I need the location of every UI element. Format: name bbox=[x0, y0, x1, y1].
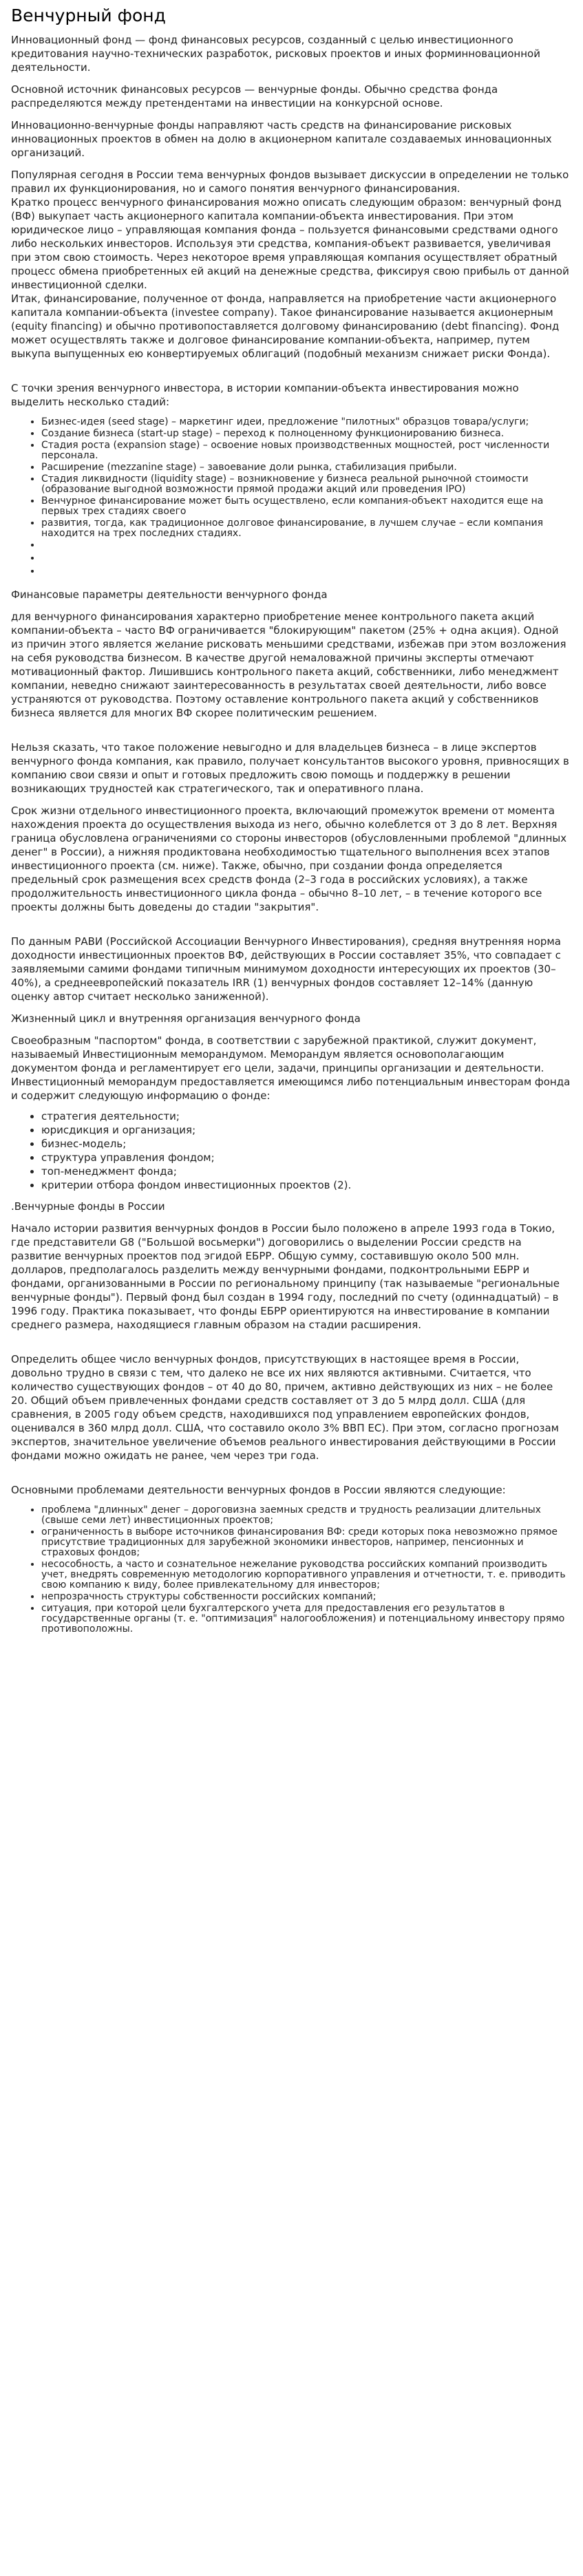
popular-section bbox=[11, 168, 572, 361]
memo-list bbox=[11, 1111, 572, 1191]
popular-paragraph: Кратко процесс венчурного финансирования можно описать следующим образом: венчурный фонд (ВФ) выкупает часть акционерного капитала компании-объекта инвестирования. При этом юридическое лицо – управляющая компания фонда – пользуется финансовыми средствами одного либо нескольких инвесторов. Используя эти средства, компания-объект развивается, увеличивая при этом свою стоимость. Через некоторое время управляющая компания осуществляет обратный процесс обмена приобретенных ей акций на денежные средства, фиксируя свою прибыль от данной инвестиционной сделки. bbox=[11, 196, 569, 291]
params-paragraph: для венчурного финансирования характерно приобретение менее контрольного пакета акций компании-объекта – часто ВФ ограничивается "блокирующим" пакетом (25% + одна акция). Одной из причин этого является желание рисковать меньшими средствами, избежав при этом возложения на себя руководства бизнесом. В качестве другой немаловажной причины эксперты отмечают мотивационный фактор. Лишившись контрольного пакета акций, собственники, либо менеджмент компании, неведно снижают заинтересованность в результатах своей деятельности, либо вовсе устраняются от руководства. Поэтому оставление контрольного пакета акций у собственников бизнеса является для многих ВФ скорее политическим решением. bbox=[11, 610, 566, 719]
popular-paragraph: Итак, финансирование, полученное от фонда, направляется на приобретение части акционерного капитала компании-объекта (investee company). Такое финансирование называется акционерным (equity financing) и обычно противопоставляется долговому финансированию (debt financing). Фонд может осуществлять также и долговое финансирование компании-объекта, например, путем выкупа выпущенных ею конвертируемых облигаций (подобный механизм снижает риски Фонда). bbox=[11, 292, 560, 360]
params-paragraph: Нельзя сказать, что такое положение невыгодно и для владельцев бизнеса – в лице экспертов венчурного фонда компания, как правило, получает консультантов высокого уровня, привносящих в компанию свои связи и опыт и готовых предложить свою помощь и поддержку в решении возникающих трудностей как стратегического, так и оперативного плана. bbox=[11, 741, 569, 795]
intro-section bbox=[11, 33, 572, 160]
list-item: • структура управления фондом; bbox=[41, 1152, 572, 1164]
section-heading-russia: .Венчурные фонды в России bbox=[11, 1200, 165, 1213]
params-paragraph: Срок жизни отдельного инвестиционного проекта, включающий промежуток времени от момента нахождения проекта до осуществления выхода из него, обычно колеблется от 3 до 8 лет. Верхняя граница обусловлена ограничениями со стороны инвесторов (обусловленными проблемой "длинных денег" в России), а нижняя продиктована необходимостью тщательного выполнения всех этапов инвестиционного проекта (см. ниже). Также, обычно, при создании фонда определяется предельный срок размещения всех средств фонда (2–3 года в российских условиях), а также продолжительность инвестиционного цикла фонда – обычно 8–10 лет, – в течение которого все проекты должны быть доведены до стадии "закрытия". bbox=[11, 805, 567, 913]
popular-paragraph: Популярная сегодня в России тема венчурных фондов вызывает дискуссии в определении не только правил их функционирования, но и самого понятия венчурного финансирования. bbox=[11, 169, 569, 195]
stages-intro: С точки зрения венчурного инвестора, в истории компании-объекта инвестирования можно выделить несколько стадий: bbox=[11, 382, 519, 408]
russia-paragraph: Определить общее число венчурных фондов, присутствующих в настоящее время в России, довольно трудно в связи с тем, что далеко не все их них являются активными. Считается, что количество существующих фондов – от 40 до 80, причем, активно действующих из них – не более 20. Общий объем привлеченных фондами средств составляет от 3 до 5 млрд долл. США (для сравнения, в 2005 году объем средств, находившихся под управлением европейских фондов, оценивался в 360 млрд долл. США, что составило около 3% ВВП ЕС). При этом, согласно прогнозам экспертов, значительное увеличение объемов реального инвестирования действующими в России фондами можно ожидать не ранее, чем через три года. bbox=[11, 1353, 559, 1462]
list-item: • бизнес-модель; bbox=[41, 1138, 572, 1150]
list-item: • стратегия деятельности; bbox=[41, 1111, 572, 1122]
empty-list-item bbox=[41, 566, 572, 578]
list-item: • Расширение (mezzanine stage) – завоевание доли рынка, стабилизация прибыли. bbox=[41, 462, 572, 473]
list-item: • развития, тогда, как традиционное долговое финансирование, в лучшем случае – если компания находится на трех последних стадиях. bbox=[41, 518, 572, 539]
russia-paragraph: Начало истории развития венчурных фондов в России было положено в апреле 1993 года в Токио, где представители G8 ("Большой восьмерки") договорились о выделении России средств на развитие венчурных проектов под эгидой ЕБРР. Общую сумму, составившую около 500 млн. долларов, предполагалось разделить между венчурными фондами, подконтрольными ЕБРР и фондами, организованными в России по региональному принципу (так называемые "региональные венчурные фонды"). Первый фонд был создан в 1994 году, последний по счету (одиннадцатый) – в 1996 году. Практика показывает, что фонды ЕБРР ориентируются на инвестирование в компании среднего размера, находящиеся главным образом на стадии расширения. bbox=[11, 1222, 560, 1331]
list-item: • ограниченность в выборе источников финансирования ВФ: среди которых пока невозможно прямое присутствие традиционных для зарубежной экономики инвесторов, например, пенсионных и страховых фондов; bbox=[41, 1527, 572, 1558]
params-paragraph: По данным РАВИ (Российской Ассоциации Венчурного Инвестирования), средняя внутренняя норма доходности инвестиционных проектов ВФ, действующих в России составляет 35%, что совпадает с заявляемыми самими фондами типичным минимумом доходности интересующих их проектов (30–40%), а среднеевропейский показатель IRR (1) венчурных фондов составляет 12–14% (данную оценку автор считает несколько заниженной). bbox=[11, 935, 561, 1003]
list-item: • критерии отбора фондом инвестиционных проектов (2). bbox=[41, 1180, 572, 1191]
list-item: • ситуация, при которой цели бухгалтерского учета для предоставления его результатов в государственные органы (т. е. "оптимизация" налогообложения) и потенциальному инвестору прямо противоположны. bbox=[41, 1604, 572, 1635]
problems-list bbox=[11, 1505, 572, 1635]
intro-paragraph: Основной источник финансовых ресурсов — венчурные фонды. Обычно средства фонда распределяются между претендентами на инвестиции на конкурсной основе. bbox=[11, 83, 498, 109]
list-item: • юрисдикция и организация; bbox=[41, 1125, 572, 1136]
page-title: Венчурный фонд bbox=[11, 6, 166, 25]
list-item: • топ-менеджмент фонда; bbox=[41, 1166, 572, 1178]
stages-list bbox=[11, 417, 572, 578]
lifecycle-paragraph: Своеобразным "паспортом" фонда, в соответствии с зарубежной практикой, служит документ, называемый Инвестиционным меморандумом. Меморандум является основополагающим документом фонда и регламентирует его цели, задачи, принципы организации и деятельности. Инвестиционный меморандум предоставляется имеющимся либо потенциальным инвесторам фонда и содержит следующую информацию о фонде: bbox=[11, 1034, 571, 1102]
intro-paragraph: Инновационный фонд — фонд финансовых ресурсов, созданный с целью инвестиционного кредитования научно-технических разработок, рисковых проектов и иных форминновационной деятельности. bbox=[11, 34, 540, 74]
section-heading-lifecycle: Жизненный цикл и внутренняя организация венчурного фонда bbox=[11, 1012, 361, 1025]
list-item: • Венчурное финансирование может быть осуществлено, если компания-объект находится еще на первых трех стадиях своего bbox=[41, 496, 572, 517]
list-item: • Стадия роста (expansion stage) – освоение новых производственных мощностей, рост численности персонала. bbox=[41, 440, 572, 461]
empty-list-item bbox=[41, 540, 572, 552]
list-item: • Создание бизнеса (start-up stage) – переход к полноценному функционированию бизнеса. bbox=[41, 429, 572, 439]
list-item: • проблема "длинных" денег – дороговизна заемных средств и трудность реализации длительных (свыше семи лет) инвестиционных проектов; bbox=[41, 1505, 572, 1526]
problems-intro: Основными проблемами деятельности венчурных фондов в России являются следующие: bbox=[11, 1484, 506, 1496]
empty-list-item bbox=[41, 553, 572, 565]
list-item: • несособность, а часто и сознательное нежелание руководства российских компаний производить учет, внедрять современную методологию корпоративного управления и отчетности, т. е. приводить свою компанию к виду, более привлекательному для инвесторов; bbox=[41, 1560, 572, 1590]
list-item: • непрозрачность структуры собственности российских компаний; bbox=[41, 1592, 572, 1602]
intro-paragraph: Инновационно-венчурные фонды направляют часть средств на финансирование рисковых инновационных проектов в обмен на долю в акционерном капитале создаваемых инновационных организаций. bbox=[11, 119, 552, 159]
section-heading-params: Финансовые параметры деятельности венчурного фонда bbox=[11, 588, 328, 601]
list-item: • Бизнес-идея (seed stage) – маркетинг идеи, предложение "пилотных" образцов товара/услуги; bbox=[41, 417, 572, 427]
list-item: • Стадия ликвидности (liquidity stage) – возникновение у бизнеса реальной рыночной стоимости (образование выгодной возможности прямой продажи акций или проведения IPO) bbox=[41, 474, 572, 495]
